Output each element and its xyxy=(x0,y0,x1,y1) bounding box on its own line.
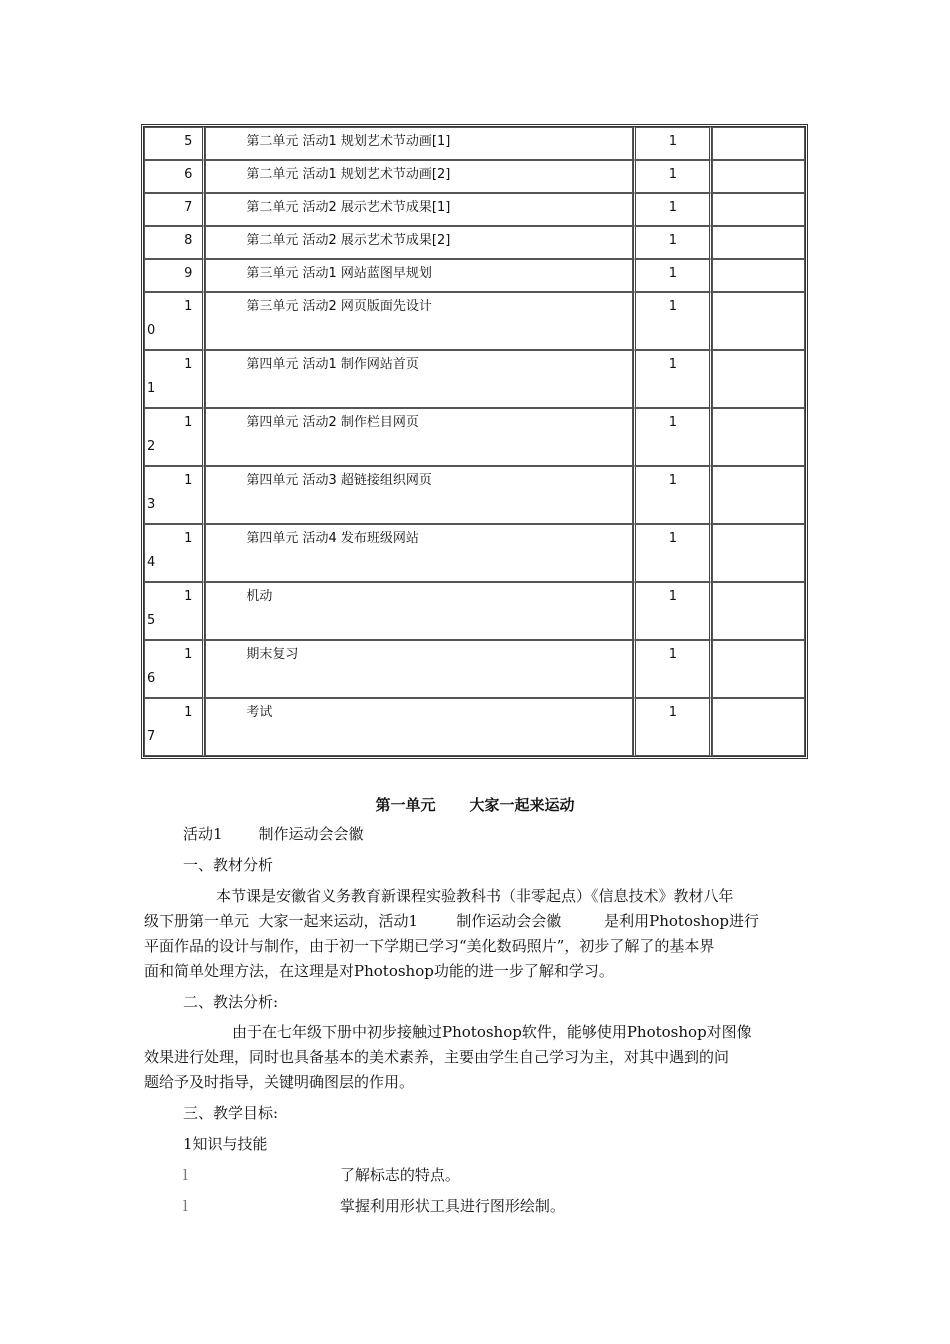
lesson-number-second-digit: 4 xyxy=(147,555,156,570)
paragraph-text: 由于在七年级下册中初步接触过Photoshop软件，能够使用Photoshop对图像 xyxy=(232,1023,752,1041)
table-row xyxy=(144,193,805,226)
list-item-text: 了解标志的特点。 xyxy=(339,1166,460,1184)
lesson-hours-cell xyxy=(633,127,712,160)
lesson-title: 第三单元 活动1 网站蓝图早规划 xyxy=(246,266,432,281)
lesson-number-cell xyxy=(144,640,205,698)
lesson-title-cell xyxy=(205,259,633,292)
lesson-number: 7 xyxy=(184,200,193,215)
lesson-hours-cell xyxy=(633,640,712,698)
lesson-hours: 1 xyxy=(668,415,678,430)
lesson-title: 第四单元 活动1 制作网站首页 xyxy=(246,357,419,372)
lesson-hours-cell xyxy=(633,466,712,524)
lesson-hours-cell xyxy=(633,350,712,408)
unit-label: 第一单元 xyxy=(375,796,436,814)
lesson-title: 第四单元 活动3 超链接组织网页 xyxy=(246,473,432,488)
lesson-title: 期末复习 xyxy=(246,647,299,662)
paragraph-line xyxy=(144,884,804,909)
lesson-number: 6 xyxy=(184,167,193,182)
lesson-remark-cell xyxy=(712,127,805,160)
lesson-number-cell xyxy=(144,259,205,292)
lesson-number-first-digit: 1 xyxy=(184,589,193,604)
table-row xyxy=(144,524,805,582)
lesson-number-first-digit: 1 xyxy=(184,705,193,720)
schedule-table xyxy=(141,124,808,759)
lesson-title: 第四单元 活动4 发布班级网站 xyxy=(246,531,419,546)
table-row xyxy=(144,226,805,259)
lesson-number-cell xyxy=(144,582,205,640)
lesson-remark-cell xyxy=(712,408,805,466)
lesson-number-second-digit: 3 xyxy=(147,497,156,512)
table-row xyxy=(144,408,805,466)
lesson-title-cell xyxy=(205,292,633,350)
lesson-hours-cell xyxy=(633,259,712,292)
lesson-title: 第三单元 活动2 网页版面先设计 xyxy=(246,299,432,314)
lesson-title: 第四单元 活动2 制作栏目网页 xyxy=(246,415,419,430)
lesson-number-cell xyxy=(144,160,205,193)
lesson-number-cell xyxy=(144,193,205,226)
lesson-number-first-digit: 1 xyxy=(184,473,193,488)
lesson-hours: 1 xyxy=(668,299,678,314)
lesson-number: 5 xyxy=(184,134,193,149)
lesson-remark-cell xyxy=(712,193,805,226)
lesson-title-cell xyxy=(205,466,633,524)
lesson-number-first-digit: 1 xyxy=(184,357,193,372)
lesson-number-cell xyxy=(144,466,205,524)
lesson-number-first-digit: 1 xyxy=(184,299,193,314)
lesson-title-cell xyxy=(205,127,633,160)
table-row xyxy=(144,127,805,160)
lesson-hours: 1 xyxy=(668,647,678,662)
lesson-remark-cell xyxy=(712,226,805,259)
lesson-number-cell xyxy=(144,292,205,350)
lesson-title: 第二单元 活动1 规划艺术节动画[1] xyxy=(246,134,451,149)
section-heading: 二、教法分析: xyxy=(183,993,279,1011)
lesson-hours: 1 xyxy=(668,705,678,720)
lesson-number-second-digit: 0 xyxy=(147,323,156,338)
lesson-hours: 1 xyxy=(668,589,678,604)
lesson-remark-cell xyxy=(712,698,805,756)
paragraph-line: 效果进行处理，同时也具备基本的美术素养，主要由学生自己学习为主，对其中遇到的问 xyxy=(144,1048,730,1066)
table-row xyxy=(144,350,805,408)
lesson-hours: 1 xyxy=(668,233,678,248)
lesson-title: 考试 xyxy=(246,705,273,720)
subsection-heading: 1知识与技能 xyxy=(183,1135,268,1153)
activity-title: 制作运动会会徽 xyxy=(258,825,364,843)
lesson-number: 9 xyxy=(184,266,193,281)
section-heading: 三、教学目标: xyxy=(183,1104,279,1122)
lesson-hours: 1 xyxy=(668,200,678,215)
lesson-title-cell xyxy=(205,193,633,226)
lesson-remark-cell xyxy=(712,582,805,640)
lesson-number-cell xyxy=(144,698,205,756)
paragraph-line: 题给予及时指导，关键明确图层的作用。 xyxy=(144,1073,415,1091)
lesson-hours-cell xyxy=(633,698,712,756)
lesson-number-second-digit: 7 xyxy=(147,729,156,744)
lesson-hours-cell xyxy=(633,292,712,350)
lesson-number-cell xyxy=(144,127,205,160)
table-row xyxy=(144,698,805,756)
lesson-title: 第二单元 活动2 展示艺术节成果[2] xyxy=(246,233,451,248)
lesson-hours: 1 xyxy=(668,357,678,372)
lesson-number-second-digit: 2 xyxy=(147,439,156,454)
textbook-analysis-paragraph xyxy=(144,884,804,984)
lesson-title: 第二单元 活动1 规划艺术节动画[2] xyxy=(246,167,451,182)
lesson-number-first-digit: 1 xyxy=(184,415,193,430)
lesson-hours: 1 xyxy=(668,473,678,488)
lesson-number: 8 xyxy=(184,233,193,248)
activity-line xyxy=(183,822,364,846)
table-row xyxy=(144,582,805,640)
list-item xyxy=(183,1194,565,1218)
unit-title: 大家一起来运动 xyxy=(469,796,575,814)
lesson-title-cell xyxy=(205,524,633,582)
lesson-number-second-digit: 6 xyxy=(147,671,156,686)
lesson-title-cell xyxy=(205,408,633,466)
lesson-hours: 1 xyxy=(668,134,678,149)
table-row xyxy=(144,640,805,698)
bullet-marker: l xyxy=(183,1166,188,1184)
activity-label: 活动1 xyxy=(183,825,223,843)
lesson-number-cell xyxy=(144,226,205,259)
lesson-hours-cell xyxy=(633,193,712,226)
paragraph-text: 本节课是安徽省义务教育新课程实验教科书（非零起点）《信息技术》教材八年 xyxy=(216,887,734,905)
list-item xyxy=(183,1163,460,1187)
lesson-number-cell xyxy=(144,350,205,408)
lesson-remark-cell xyxy=(712,292,805,350)
table-row xyxy=(144,466,805,524)
lesson-title-cell xyxy=(205,698,633,756)
paragraph-line: 级下册第一单元 大家一起来运动，活动1 制作运动会会徽 是利用Photoshop进行 xyxy=(144,912,759,930)
lesson-number-second-digit: 1 xyxy=(147,381,156,396)
lesson-hours-cell xyxy=(633,160,712,193)
paragraph-line xyxy=(144,1020,804,1045)
lesson-remark-cell xyxy=(712,160,805,193)
bullet-marker: l xyxy=(183,1197,188,1215)
lesson-title: 第二单元 活动2 展示艺术节成果[1] xyxy=(246,200,451,215)
section-heading: 一、教材分析 xyxy=(183,856,274,874)
lesson-hours-cell xyxy=(633,582,712,640)
lesson-hours: 1 xyxy=(668,531,678,546)
lesson-title: 机动 xyxy=(246,589,273,604)
lesson-remark-cell xyxy=(712,466,805,524)
table-row xyxy=(144,292,805,350)
lesson-number-cell xyxy=(144,524,205,582)
lesson-hours: 1 xyxy=(668,167,678,182)
teaching-method-paragraph xyxy=(144,1020,804,1095)
lesson-number-first-digit: 1 xyxy=(184,531,193,546)
lesson-title-cell xyxy=(205,160,633,193)
lesson-hours: 1 xyxy=(668,266,678,281)
table-row xyxy=(144,160,805,193)
lesson-remark-cell xyxy=(712,350,805,408)
list-item-text: 掌握利用形状工具进行图形绘制。 xyxy=(339,1197,565,1215)
lesson-title-cell xyxy=(205,640,633,698)
lesson-remark-cell xyxy=(712,524,805,582)
lesson-title-cell xyxy=(205,350,633,408)
table-row xyxy=(144,259,805,292)
lesson-hours-cell xyxy=(633,226,712,259)
lesson-number-second-digit: 5 xyxy=(147,613,156,628)
lesson-remark-cell xyxy=(712,259,805,292)
lesson-title-cell xyxy=(205,582,633,640)
schedule-table-body xyxy=(144,127,805,756)
lesson-hours-cell xyxy=(633,408,712,466)
paragraph-line: 面和简单处理方法，在这理是对Photoshop功能的进一步了解和学习。 xyxy=(144,962,614,980)
unit-heading xyxy=(0,794,950,815)
lesson-remark-cell xyxy=(712,640,805,698)
lesson-number-first-digit: 1 xyxy=(184,647,193,662)
paragraph-line: 平面作品的设计与制作，由于初一下学期已学习“美化数码照片”，初步了解了的基本界 xyxy=(144,937,715,955)
lesson-title-cell xyxy=(205,226,633,259)
lesson-hours-cell xyxy=(633,524,712,582)
lesson-number-cell xyxy=(144,408,205,466)
